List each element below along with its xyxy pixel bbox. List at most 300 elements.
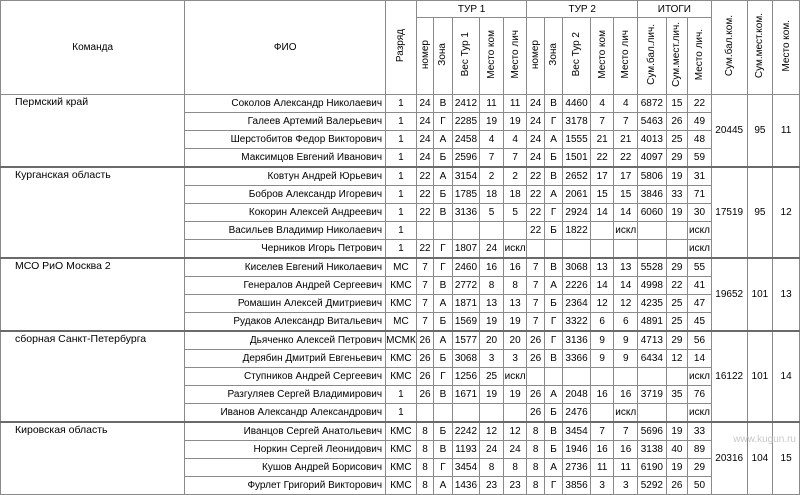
table-cell: 2242 [452,422,480,441]
table-cell: 4998 [638,277,667,295]
table-cell: 25 [666,131,688,149]
table-cell: 4 [590,95,614,113]
table-cell: 2226 [563,277,591,295]
table-cell: 19 [503,113,527,131]
team-place: 12 [773,167,800,258]
participant-name: Генералов Андрей Сергеевич [185,277,386,295]
table-cell: 1 [386,386,417,404]
table-cell: 17 [590,167,614,186]
table-cell: 2476 [563,404,591,423]
table-cell: 1 [386,222,417,240]
table-cell [563,240,591,259]
table-cell: 7 [480,149,504,168]
table-cell: 19 [480,386,504,404]
table-cell [416,404,433,423]
participant-name: Иванцов Сергей Анатольевич [185,422,386,441]
table-cell: 26 [527,350,544,368]
participant-name: Соколов Александр Николаевич [185,95,386,113]
table-cell: КМС [386,441,417,459]
table-cell: 1577 [452,331,480,350]
table-cell: 29 [688,459,712,477]
table-cell: 24 [527,95,544,113]
table-cell: 26 [666,477,688,495]
table-cell: 12 [503,422,527,441]
tour1-header: ТУР 1 [416,1,527,18]
table-cell: 3136 [452,204,480,222]
table-cell: 6434 [638,350,667,368]
table-cell: 1 [386,204,417,222]
table-cell: 7 [527,313,544,332]
t1-weight-header: Вес Тур 1 [452,18,480,95]
table-cell: 11 [590,459,614,477]
team-name: Пермский край [1,95,185,168]
table-cell: 25 [666,295,688,313]
table-cell: 4 [503,131,527,149]
table-cell: 16 [614,441,638,459]
rank-column-header: Разряд [386,1,417,95]
table-cell: 23 [503,477,527,495]
table-cell: 4013 [638,131,667,149]
table-cell: КМС [386,477,417,495]
table-cell: 7 [416,258,433,277]
t1-number-header: номер [416,18,433,95]
table-cell: 12 [480,422,504,441]
table-cell: 14 [614,277,638,295]
table-cell: 8 [416,422,433,441]
table-cell: А [544,386,562,404]
table-cell [544,240,562,259]
table-cell: 2924 [563,204,591,222]
team-place: 15 [773,422,800,495]
t1-zone-header: Зона [434,18,452,95]
team-total-places: 95 [747,167,773,258]
table-cell: МС [386,258,417,277]
table-cell [434,222,452,240]
participant-name: Разгуляев Сергей Владимирович [185,386,386,404]
table-cell: 1 [386,95,417,113]
table-cell: 3366 [563,350,591,368]
table-cell: 29 [666,149,688,168]
table-cell: Г [544,204,562,222]
table-cell: 49 [688,113,712,131]
table-cell: В [434,441,452,459]
table-cell: 33 [688,422,712,441]
team-column-header: Команда [1,1,185,95]
t2-zone-header: Зона [544,18,562,95]
table-cell: 16 [590,386,614,404]
table-cell: 7 [416,277,433,295]
table-cell: 2364 [563,295,591,313]
table-cell [590,222,614,240]
table-cell: искл [614,222,638,240]
table-cell [666,222,688,240]
table-cell: 1946 [563,441,591,459]
participant-name: Дерябин Дмитрий Евгеньевич [185,350,386,368]
table-cell: А [434,331,452,350]
participant-name: Фурлет Григорий Викторович [185,477,386,495]
table-cell: 1569 [452,313,480,332]
table-cell: Б [434,186,452,204]
table-cell [434,404,452,423]
table-cell: 47 [688,295,712,313]
table-cell: Б [544,404,562,423]
table-cell: Б [434,350,452,368]
table-cell: 22 [614,149,638,168]
table-cell: 56 [688,331,712,350]
table-cell: Б [544,295,562,313]
table-cell: 1 [386,404,417,423]
table-cell: искл [614,404,638,423]
team-place: 11 [773,95,800,168]
table-cell [480,404,504,423]
table-cell: А [544,186,562,204]
table-cell: 8 [416,441,433,459]
team-total-weight: 17519 [711,167,747,258]
table-cell: КМС [386,277,417,295]
table-cell: 18 [503,186,527,204]
table-cell: 5292 [638,477,667,495]
table-cell [614,368,638,386]
table-cell: В [434,204,452,222]
table-cell: 3 [480,350,504,368]
table-cell [503,404,527,423]
table-cell: 26 [666,113,688,131]
table-cell: 7 [590,422,614,441]
table-cell: 19 [480,113,504,131]
table-cell: 7 [416,295,433,313]
table-cell: 8 [503,277,527,295]
table-cell: КМС [386,459,417,477]
table-cell: 1 [386,167,417,186]
table-cell: 19 [666,459,688,477]
table-cell: 16 [614,386,638,404]
table-cell: 13 [614,258,638,277]
table-cell: 4891 [638,313,667,332]
table-cell: В [544,167,562,186]
table-cell: Б [544,441,562,459]
table-cell: 21 [590,131,614,149]
table-cell: 22 [527,204,544,222]
table-cell: 3136 [563,331,591,350]
table-cell: 2596 [452,149,480,168]
table-cell [666,368,688,386]
table-cell: 24 [480,441,504,459]
table-cell: 6 [590,313,614,332]
table-cell: 3 [503,350,527,368]
table-cell: 3454 [452,459,480,477]
table-cell: 89 [688,441,712,459]
table-cell: 13 [503,295,527,313]
table-cell: 9 [614,331,638,350]
table-cell: 4235 [638,295,667,313]
table-cell: 7 [614,422,638,441]
table-cell: 29 [666,258,688,277]
table-cell: В [544,422,562,441]
table-cell: 13 [590,258,614,277]
table-cell: 13 [480,295,504,313]
table-cell: 26 [527,386,544,404]
t2-number-header: номер [527,18,544,95]
team-total-places: 104 [747,422,773,495]
table-cell: 19 [480,313,504,332]
table-cell: 26 [527,404,544,423]
table-cell: 24 [416,113,433,131]
table-cell: Б [434,149,452,168]
table-cell: 26 [416,331,433,350]
table-cell [563,368,591,386]
table-cell: 1256 [452,368,480,386]
table-cell: 2 [503,167,527,186]
table-cell [416,222,433,240]
table-cell: 15 [590,186,614,204]
table-cell: 15 [666,95,688,113]
table-cell: 8 [480,277,504,295]
table-cell: 3138 [638,441,667,459]
table-cell: КМС [386,350,417,368]
table-cell: 4713 [638,331,667,350]
table-cell: 19 [666,422,688,441]
table-cell: Б [544,149,562,168]
table-cell: 22 [416,167,433,186]
table-row [1,95,800,113]
table-cell: 1193 [452,441,480,459]
table-cell: 24 [416,149,433,168]
table-cell: 31 [688,167,712,186]
participant-name: Норкин Сергей Леонидович [185,441,386,459]
table-cell: 9 [590,350,614,368]
participant-name: Ромашин Алексей Дмитриевич [185,295,386,313]
table-cell: 59 [688,149,712,168]
table-cell: 19 [666,167,688,186]
table-cell [452,404,480,423]
table-cell: 15 [614,186,638,204]
table-cell: 3856 [563,477,591,495]
t2-personal-place-header: Место лич [614,18,638,95]
table-cell: 9 [590,331,614,350]
table-cell: Г [544,331,562,350]
team-place: 13 [773,258,800,331]
table-cell: А [434,131,452,149]
participant-name: Шерстобитов Федор Викторович [185,131,386,149]
table-cell: 12 [666,350,688,368]
t2-team-place-header: Место ком [590,18,614,95]
table-cell: 7 [614,113,638,131]
table-cell: 24 [503,441,527,459]
table-cell: 4 [480,131,504,149]
table-cell [452,222,480,240]
table-cell: 14 [614,204,638,222]
table-cell: А [544,459,562,477]
table-cell: 22 [416,204,433,222]
participant-name: Ступников Андрей Сергеевич [185,368,386,386]
team-total-weight: 20316 [711,422,747,495]
table-cell: В [544,95,562,113]
table-cell: Г [544,477,562,495]
table-cell: 24 [527,131,544,149]
team-total-places: 101 [747,331,773,422]
table-cell: 1 [386,240,417,259]
table-cell: 16 [480,258,504,277]
table-row [1,167,800,186]
participant-name: Иванов Александр Александрович [185,404,386,423]
table-cell: 7 [527,258,544,277]
table-cell: 24 [527,149,544,168]
table-cell: 3846 [638,186,667,204]
table-cell: 22 [416,186,433,204]
sum-places-personal-header: Сум.мест.лич. [666,18,688,95]
team-total-places: 101 [747,258,773,331]
table-cell: 2285 [452,113,480,131]
table-cell: 1 [386,186,417,204]
table-cell: 3154 [452,167,480,186]
table-cell [590,240,614,259]
table-cell: Г [434,368,452,386]
table-cell: 1822 [563,222,591,240]
table-cell: 55 [688,258,712,277]
table-cell: 5806 [638,167,667,186]
table-cell: 17 [614,167,638,186]
table-cell: КМС [386,368,417,386]
participant-name: Васильев Владимир Николаевич [185,222,386,240]
table-cell: 3178 [563,113,591,131]
table-cell: 5 [480,204,504,222]
table-cell: 22 [416,240,433,259]
table-cell: 3719 [638,386,667,404]
fio-column-header: ФИО [185,1,386,95]
participant-name: Дьяченко Алексей Петрович [185,331,386,350]
table-cell: Г [434,459,452,477]
team-total-weight: 16122 [711,331,747,422]
table-cell: 48 [688,131,712,149]
team-total-weight: 20445 [711,95,747,168]
table-cell: искл [688,222,712,240]
table-cell: КМС [386,295,417,313]
table-cell: А [434,167,452,186]
table-cell: 2772 [452,277,480,295]
table-cell: 29 [666,331,688,350]
participant-name: Черников Игорь Петрович [185,240,386,259]
table-cell: 22 [688,95,712,113]
watermark: www.kugun.ru [733,434,796,445]
table-cell: 3068 [452,350,480,368]
table-cell: 7 [503,149,527,168]
table-cell: искл [503,240,527,259]
table-cell: 22 [590,149,614,168]
table-cell: 8 [527,477,544,495]
team-total-places: 95 [747,95,773,168]
table-cell [638,368,667,386]
table-cell [590,404,614,423]
table-cell: 3 [614,477,638,495]
table-cell: 2048 [563,386,591,404]
table-cell: искл [503,368,527,386]
table-cell: 14 [590,204,614,222]
table-cell: Г [434,113,452,131]
team-name: сборная Санкт-Петербурга [1,331,185,422]
table-cell: 8 [503,459,527,477]
table-cell: 20 [503,331,527,350]
table-cell: 1871 [452,295,480,313]
table-cell: искл [688,240,712,259]
table-cell: 1807 [452,240,480,259]
team-sum-weight-header: Сум.бал.ком. [711,1,747,95]
table-cell: 1671 [452,386,480,404]
table-cell: 25 [480,368,504,386]
table-cell: 8 [416,459,433,477]
sum-weight-personal-header: Сум.бал.лич. [638,18,667,95]
table-cell: 22 [666,277,688,295]
table-cell: А [544,277,562,295]
table-cell: Г [544,313,562,332]
table-cell: 45 [688,313,712,332]
table-cell: 7 [590,113,614,131]
team-name: МСО РиО Москва 2 [1,258,185,331]
table-cell: В [434,95,452,113]
table-cell [638,222,667,240]
table-cell [638,240,667,259]
t2-weight-header: Вес Тур 2 [563,18,591,95]
table-cell: 7 [527,295,544,313]
participant-name: Киселев Евгений Николаевич [185,258,386,277]
table-cell [527,240,544,259]
table-cell: Б [434,313,452,332]
table-cell: 14 [590,277,614,295]
team-total-weight: 19652 [711,258,747,331]
table-cell: 2 [480,167,504,186]
table-cell: 20 [480,331,504,350]
table-cell: 24 [480,240,504,259]
table-cell: 21 [614,131,638,149]
table-cell: 26 [527,331,544,350]
participant-name: Кушов Андрей Борисович [185,459,386,477]
table-cell: 2061 [563,186,591,204]
t1-personal-place-header: Место лич [503,18,527,95]
team-sum-places-header: Сум.мест.ком. [747,1,773,95]
table-cell: 16 [503,258,527,277]
table-cell: 22 [527,222,544,240]
table-cell: 1436 [452,477,480,495]
table-cell [614,240,638,259]
table-cell: 8 [480,459,504,477]
table-cell: 8 [527,459,544,477]
table-cell: 26 [416,368,433,386]
table-cell: 12 [614,295,638,313]
table-cell: 16 [590,441,614,459]
table-cell [527,368,544,386]
table-cell [480,222,504,240]
table-cell: Б [544,222,562,240]
table-cell: 40 [666,441,688,459]
table-cell: 1 [386,131,417,149]
table-cell: Г [544,113,562,131]
team-place-header: Место ком. [773,1,800,95]
table-cell: 23 [480,477,504,495]
table-cell: 22 [527,167,544,186]
participant-name: Кокорин Алексей Андреевич [185,204,386,222]
table-cell: 2412 [452,95,480,113]
table-cell [590,368,614,386]
table-cell: 5696 [638,422,667,441]
table-cell: 76 [688,386,712,404]
table-cell: 4097 [638,149,667,168]
table-cell: В [544,258,562,277]
table-cell: 2652 [563,167,591,186]
table-cell: 24 [416,131,433,149]
table-cell: 9 [614,350,638,368]
table-cell: 3 [590,477,614,495]
table-cell: 18 [480,186,504,204]
table-cell: 6190 [638,459,667,477]
